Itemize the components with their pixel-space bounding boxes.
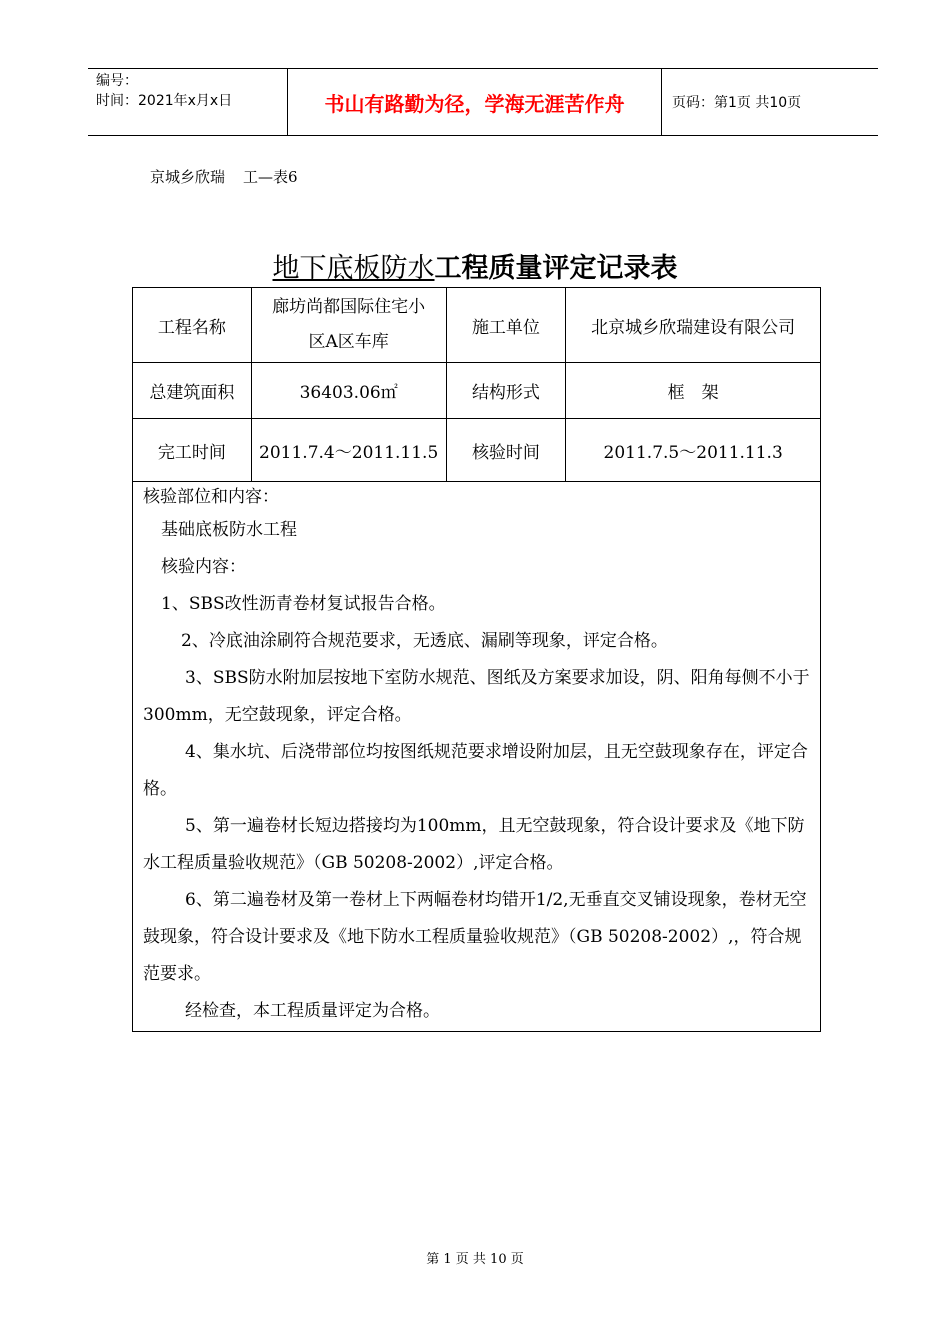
doc-company: 京城乡欣瑞 (150, 168, 226, 186)
title-part2: 工程质量评定记录表 (434, 253, 678, 284)
content-item-1: 1、SBS改性沥青卷材复试报告合格。 (161, 594, 446, 614)
content-heading: 核验部位和内容： (143, 487, 279, 507)
finish-label: 完工时间 (133, 419, 252, 482)
content-sub: 核验内容： (161, 557, 246, 577)
content-item-2: 2、冷底油涂刷符合规范要求，无透底、漏刷等现象，评定合格。 (181, 631, 668, 651)
content-conclusion: 经检查，本工程质量评定为合格。 (185, 1001, 440, 1021)
check-value: 2011.7.5～2011.11.3 (566, 419, 821, 482)
table-row (133, 363, 821, 419)
evaluation-table (132, 287, 821, 1032)
structure-value: 框 架 (566, 363, 821, 419)
doc-form: 工—表6 (243, 168, 298, 186)
content-item-6: 6、第二遍卷材及第一卷材上下两幅卷材均错开1/2,无垂直交叉铺设现象，卷材无空鼓现象，符合设计要求及《地下防水工程质量验收规范》（GB 50208-2002）,，符合规范要求。 (143, 890, 807, 984)
content-cell (133, 482, 821, 1032)
header-meta (88, 69, 288, 135)
project-name-value: 廊坊尚都国际住宅小区A区车库 (251, 288, 446, 363)
table-row (133, 288, 821, 363)
table-row (133, 419, 821, 482)
content-item-5: 5、第一遍卷材长短边搭接均为100mm，且无空鼓现象，符合设计要求及《地下防水工程质量验收规范》（GB 50208-2002）,评定合格。 (143, 816, 805, 873)
title-part1: 地下底板防水 (272, 253, 435, 284)
finish-value: 2011.7.4～2011.11.5 (251, 419, 446, 482)
content-item-4: 4、集水坑、后浇带部位均按图纸规范要求增设附加层，且无空鼓现象存在，评定合格。 (143, 742, 808, 799)
content-item-3: 3、SBS防水附加层按地下室防水规范、图纸及方案要求加设，阴、阳角每侧不小于300mm，无空鼓现象，评定合格。 (143, 668, 810, 725)
page-footer: 第 1 页 共 10 页 (426, 1252, 524, 1267)
page-header (88, 68, 878, 136)
content-part: 基础底板防水工程 (161, 520, 297, 540)
header-page-label: 页码：第1页 共10页 (672, 95, 802, 111)
header-slogan: 书山有路勤为径，学海无涯苦作舟 (288, 69, 662, 135)
area-label: 总建筑面积 (133, 363, 252, 419)
check-label: 核验时间 (446, 419, 566, 482)
structure-label: 结构形式 (446, 363, 566, 419)
project-name-label: 工程名称 (133, 288, 252, 363)
page-title (0, 246, 950, 285)
table-row (133, 482, 821, 1032)
doc-code (150, 166, 316, 187)
number-label: 编号： (96, 73, 138, 89)
area-value: 36403.06㎡ (251, 363, 446, 419)
time-label: 时间：2021年x月x日 (96, 93, 233, 109)
contractor-label: 施工单位 (446, 288, 566, 363)
contractor-value: 北京城乡欣瑞建设有限公司 (566, 288, 821, 363)
